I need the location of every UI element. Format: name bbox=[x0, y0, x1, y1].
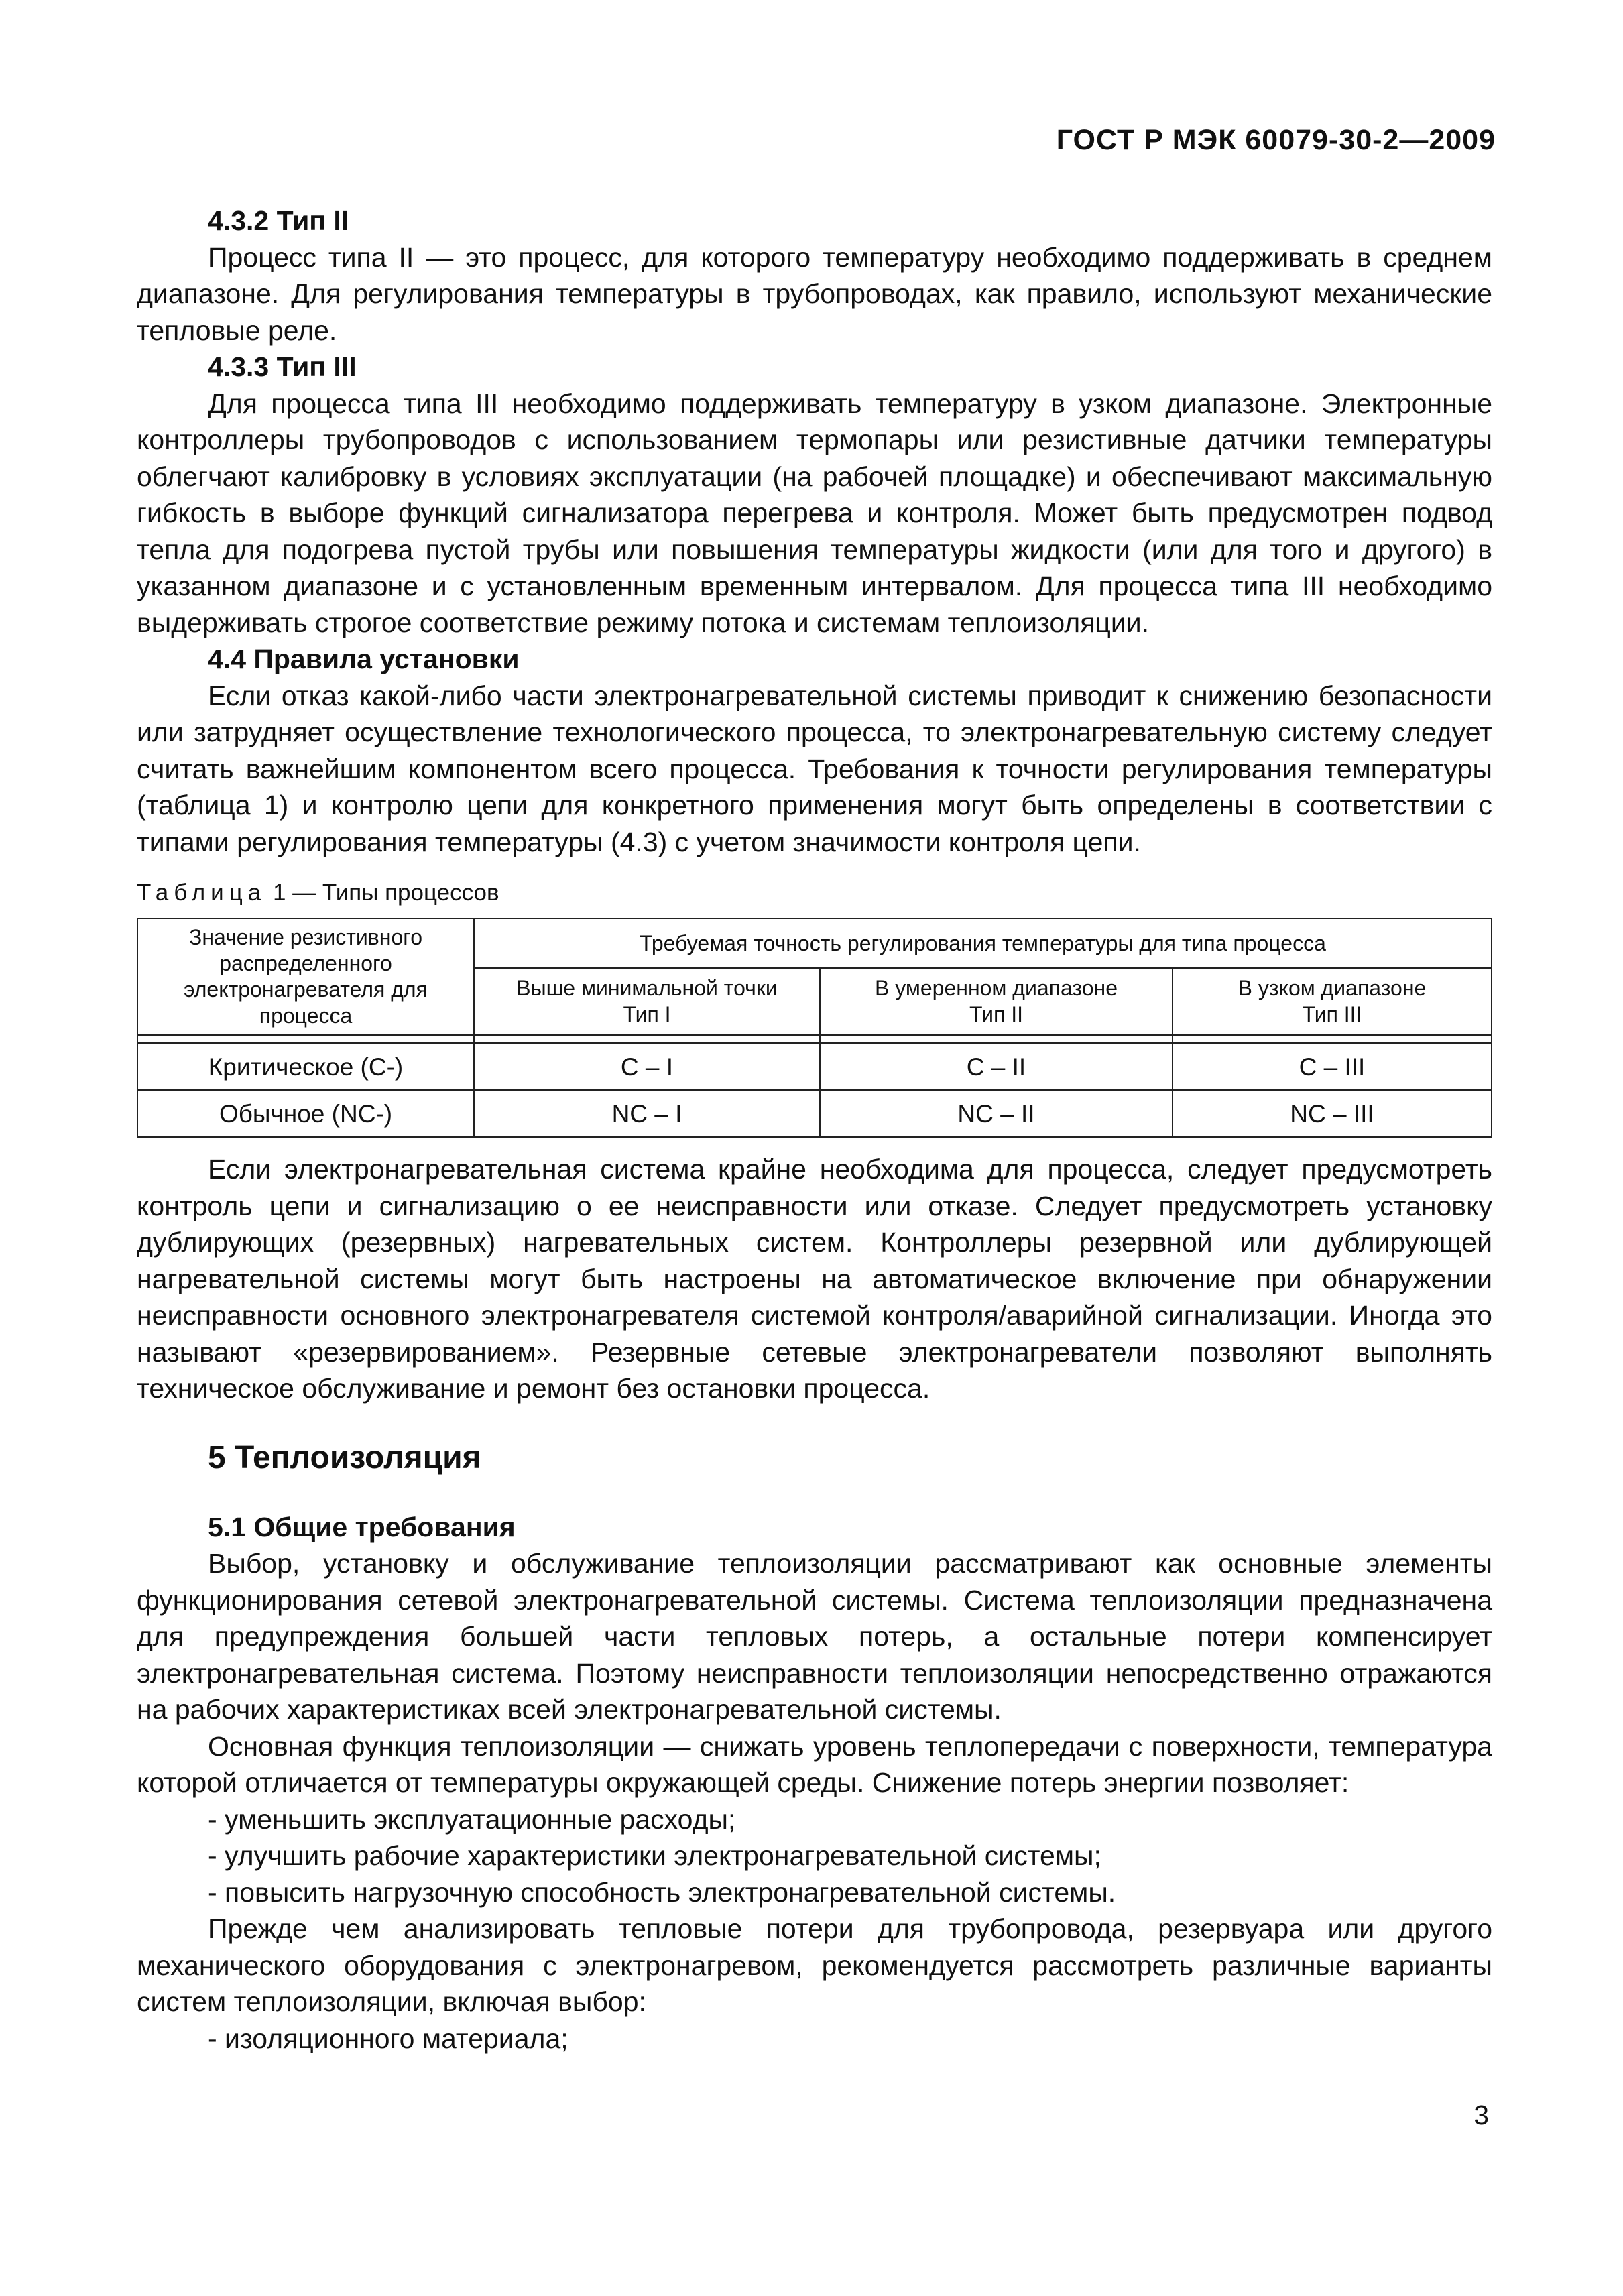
list-item: - изоляционного материала; bbox=[208, 2022, 568, 2054]
table-header-type-1: Выше минимальной точки Тип I bbox=[474, 968, 820, 1035]
table-cell: C – II bbox=[820, 1043, 1173, 1090]
list-item: - улучшить рабочие характеристики электронагревательной системы; bbox=[208, 1840, 1101, 1871]
document-code: ГОСТ Р МЭК 60079-30-2—2009 bbox=[1056, 124, 1496, 156]
table-gap-row bbox=[137, 1035, 1492, 1043]
table-row-label: Обычное (NC-) bbox=[137, 1090, 474, 1137]
section-5-1-title: 5.1 Общие требования bbox=[208, 1511, 516, 1543]
table-header-accuracy: Требуемая точность регулирования температуры для типа процесса bbox=[474, 918, 1492, 968]
section-4-4-paragraph-2: Если электронагревательная система крайне необходима для процесса, следует предусмотреть контроль цепи и сигнализацию о ее неисправности или отказе. Следует предусмотреть установку дублирующих (резервных) нагревательных систем. Контроллеры резервной или дублирующей нагревательной системы могут быть настроены на автоматическое включение при обнаружении неисправности основного электронагревателя системой контроля/аварийной сигнализации. Иногда это называют «резервированием». Резервные сетевые электронагреватели позволяют выполнять техническое обслуживание и ремонт без остановки процесса. bbox=[137, 1154, 1492, 1404]
page-content bbox=[137, 202, 1492, 2057]
table-row bbox=[137, 1043, 1492, 1090]
section-4-4-title: 4.4 Правила установки bbox=[208, 644, 520, 674]
table-row bbox=[137, 1090, 1492, 1137]
section-5-1-paragraph-2: Основная функция теплоизоляции — снижать уровень теплопередачи с поверхности, температура которой отличается от температуры окружающей среды. Снижение потерь энергии позволяет: bbox=[137, 1730, 1492, 1798]
section-4-3-2-title: 4.3.2 Тип II bbox=[208, 205, 349, 236]
table-cell: C – I bbox=[474, 1043, 820, 1090]
table-caption bbox=[137, 878, 1492, 908]
section-4-4-paragraph-1: Если отказ какой-либо части электронагревательной системы приводит к снижению безопасности или затрудняет осуществление технологического процесса, то электронагревательную систему следует считать важнейшим компонентом всего процесса. Требования к точности регулирования температуры (таблица 1) и контролю цепи для конкретного применения могут быть определены в соответствии с типами регулирования температуры (4.3) с учетом значимости контроля цепи. bbox=[137, 680, 1492, 857]
table-header-resistive-value: Значение резистивного распределенного электронагревателя для процесса bbox=[137, 918, 474, 1035]
section-5-title: 5 Теплоизоляция bbox=[208, 1439, 481, 1475]
table-header-type-3: В узком диапазоне Тип III bbox=[1173, 968, 1492, 1035]
section-5-1-paragraph-1: Выбор, установку и обслуживание теплоизоляции рассматривают как основные элементы функционирования сетевой электронагревательной системы. Система теплоизоляции предназначена для предупреждения большей части тепловых потерь, а остальные потери компенсирует электронагревательная система. Поэтому неисправности теплоизоляции непосредственно отражаются на рабочих характеристиках всей электронагревательной системы. bbox=[137, 1548, 1492, 1725]
table-cell: NC – III bbox=[1173, 1090, 1492, 1137]
table-caption-title: 1 — Типы процессов bbox=[266, 880, 499, 906]
table-header-type-2: В умеренном диапазоне Тип II bbox=[820, 968, 1173, 1035]
table-header-row bbox=[137, 918, 1492, 968]
process-types-table bbox=[137, 918, 1492, 1138]
table-cell: C – III bbox=[1173, 1043, 1492, 1090]
table-cell: NC – I bbox=[474, 1090, 820, 1137]
section-4-3-2-paragraph: Процесс типа II — это процесс, для которого температуру необходимо поддерживать в среднем диапазоне. Для регулирования температуры в трубопроводах, как правило, используют механические тепловые реле. bbox=[137, 241, 1492, 346]
list-item: - повысить нагрузочную способность электронагревательной системы. bbox=[208, 1876, 1116, 1908]
section-5-1-paragraph-3: Прежде чем анализировать тепловые потери для трубопровода, резервуара или другого механического оборудования с электронагревом, рекомендуется рассмотреть различные варианты систем теплоизоляции, включая выбор: bbox=[137, 1913, 1492, 2017]
table-cell: NC – II bbox=[820, 1090, 1173, 1137]
list-item: - уменьшить эксплуатационные расходы; bbox=[208, 1803, 736, 1835]
section-4-3-3-paragraph: Для процесса типа III необходимо поддерживать температуру в узком диапазоне. Электронные контроллеры трубопроводов с использованием термопары или резистивные датчики температуры облегчают калибровку в условиях эксплуатации (на рабочей площадке) и обеспечивают максимальную гибкость в выборе функций сигнализатора перегрева и контроля. Может быть предусмотрен подвод тепла для подогрева пустой трубы или повышения температуры жидкости (или для того и другого) в указанном диапазоне и с установленным временным интервалом. Для процесса типа III необходимо выдерживать строгое соответствие режиму потока и системам теплоизоляции. bbox=[137, 387, 1492, 638]
page-number: 3 bbox=[1474, 2100, 1489, 2130]
section-4-3-3-title: 4.3.3 Тип III bbox=[208, 351, 357, 382]
table-caption-prefix: Таблица bbox=[137, 880, 267, 906]
table-row-label: Критическое (C-) bbox=[137, 1043, 474, 1090]
